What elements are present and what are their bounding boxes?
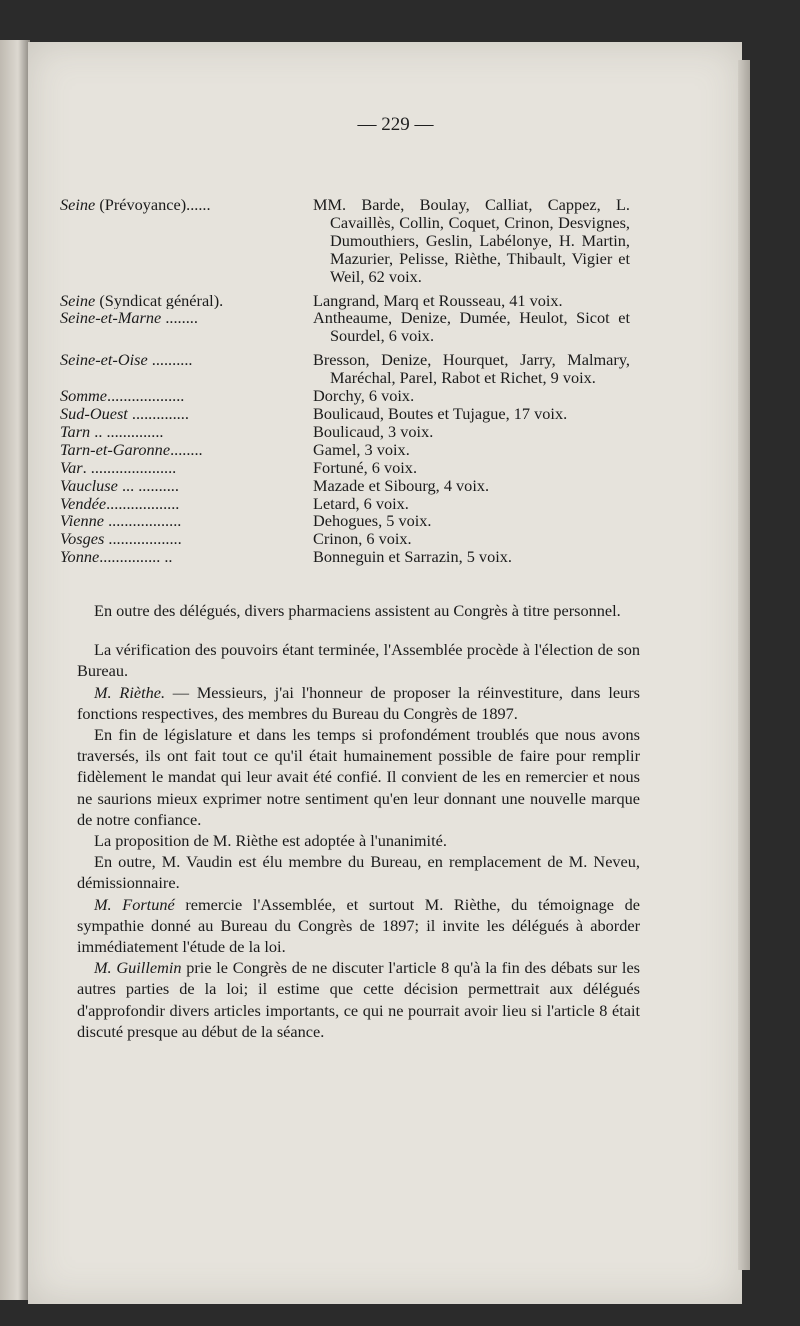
delegate-names: Bresson, Denize, Hourquet, Jarry, Malmary, Maréchal, Parel, Rabot et Richet, 9 voix. (313, 350, 630, 388)
leader-dots: ................... (107, 387, 185, 405)
leader-dots: .............. (127, 404, 189, 423)
leader-dots: .................. (106, 494, 180, 513)
list-entry (60, 495, 630, 513)
delegate-names: Boulicaud, Boutes et Tujague, 17 voix. (313, 403, 568, 423)
list-entry (60, 196, 630, 286)
delegate-list (60, 196, 630, 566)
paragraph: La vérification des pouvoirs étant terminée, l'Assemblée procède à l'élection de son Bureau. (77, 640, 640, 681)
delegate-names: Boulicaud, 3 voix. (313, 421, 434, 441)
department-name: Tarn-et-Garonne (60, 440, 171, 459)
leader-dots: .. .............. (90, 422, 164, 441)
delegate-names: MM. Barde, Boulay, Calliat, Cappez, L. Cavaillès, Collin, Coquet, Crinon, Desvignes, Dumouthiers, Geslin, Labélonye, H. Martin, Mazurier, Pelisse, Rièthe, Thibault, Vigier et Weil, 62 voix. (313, 195, 630, 286)
department-name: Seine-et-Oise (60, 351, 148, 370)
department-name: Vienne (60, 512, 104, 531)
department-name: Vendée (60, 494, 107, 513)
paragraph: En outre des délégués, divers pharmaciens assistent au Congrès à titre personnel. (94, 601, 621, 620)
paragraph (77, 957, 640, 1042)
list-entry (60, 459, 630, 477)
delegate-names: Gamel, 3 voix. (313, 439, 410, 459)
list-entry (60, 423, 630, 441)
paragraph: La proposition de M. Rièthe est adoptée à l'unanimité. (94, 831, 447, 851)
delegate-names: Letard, 6 voix. (313, 493, 409, 513)
paragraph (77, 894, 640, 958)
leader-dots: . ..................... (82, 458, 177, 477)
delegate-names: Mazade et Sibourg, 4 voix. (313, 475, 490, 495)
list-entry (60, 387, 630, 405)
department-name: Somme (60, 387, 108, 405)
page-number: — 229 — (357, 114, 434, 135)
list-entry (60, 405, 630, 423)
department-qualifier: (Syndicat général) (95, 291, 220, 310)
page-stack-edge (738, 60, 750, 1270)
speaker-name: M. Fortuné (94, 894, 175, 914)
leader-dots: ............... .. (99, 548, 173, 567)
department-name: Seine-et-Marne (60, 309, 162, 328)
department-name: Tarn (60, 422, 91, 441)
list-entry (60, 477, 630, 495)
paragraph (77, 682, 640, 724)
delegate-names: Langrand, Marq et Rousseau, 41 voix. (313, 290, 563, 310)
speech-text: prie le Congrès de ne discuter l'article 8 qu'à la fin des débats sur les autres parties de la loi; il estime que cette décision permettrait aux délégués d'approfondir divers articles importants, ce qui ne pourrait avoir lieu si l'article 8 était discuté presque au début de la séance. (77, 958, 641, 1041)
list-entry (60, 309, 630, 345)
delegate-names: Fortuné, 6 voix. (313, 457, 418, 477)
leader-dots: ........ (170, 440, 203, 459)
list-entry (60, 530, 630, 548)
speaker-name: M. Rièthe. (94, 682, 166, 702)
delegate-names: Antheaume, Denize, Dumée, Heulot, Sicot et Sourdel, 6 voix. (313, 308, 630, 346)
list-entry (60, 351, 630, 387)
delegate-names: Crinon, 6 voix. (313, 529, 412, 549)
leader-dots: .................. (104, 512, 182, 531)
leader-dots: .................. (104, 530, 182, 549)
department-name: Yonne (60, 548, 100, 567)
paragraph: En fin de législature et dans les temps si profondément troublés que nous avons traversés, ils ont fait tout ce qu'il était humainement possible de faire pour remplir fidèlement le mandat qui leur avait été confié. Il convient de les en remercier et nous ne saurions mieux exprimer notre sentiment qu'en leur donnant une nouvelle marque de notre confiance. (77, 725, 640, 829)
delegate-names: Dorchy, 6 voix. (313, 386, 415, 406)
list-entry (60, 548, 630, 566)
delegate-names: Bonneguin et Sarrazin, 5 voix. (313, 547, 512, 567)
leader-dots: . (219, 291, 224, 310)
department-name: Seine (60, 291, 96, 310)
department-name: Var (60, 458, 83, 477)
speech-text: — Messieurs, j'ai l'honneur de proposer la réinvestiture, dans leurs fonctions respectives, des membres du Bureau du Congrès de 1897. (77, 682, 640, 723)
department-name: Seine (60, 196, 96, 214)
leader-dots: ...... (186, 196, 211, 214)
department-name: Vaucluse (60, 476, 118, 495)
paragraph: En outre, M. Vaudin est élu membre du Bureau, en remplacement de M. Neveu, démissionnaire. (77, 852, 640, 893)
list-entry (60, 292, 630, 310)
department-name: Sud-Ouest (60, 404, 128, 423)
department-qualifier: (Prévoyance) (95, 196, 187, 214)
body-text (77, 600, 640, 1042)
delegate-names: Dehogues, 5 voix. (313, 511, 432, 531)
speech-text: remercie l'Assemblée, et surtout M. Rièthe, du témoignage de sympathie donné au Bureau du Congrès de 1897; il invite les délégués à aborder immédiatement l'étude de la loi. (77, 894, 640, 957)
leader-dots: ... .......... (117, 476, 179, 495)
speaker-name: M. Guillemin (94, 958, 182, 978)
leader-dots: .......... (147, 351, 193, 370)
department-name: Vosges (60, 530, 105, 549)
list-entry (60, 441, 630, 459)
leader-dots: ........ (161, 309, 198, 328)
facing-page-edge (0, 40, 30, 1300)
list-entry (60, 512, 630, 530)
